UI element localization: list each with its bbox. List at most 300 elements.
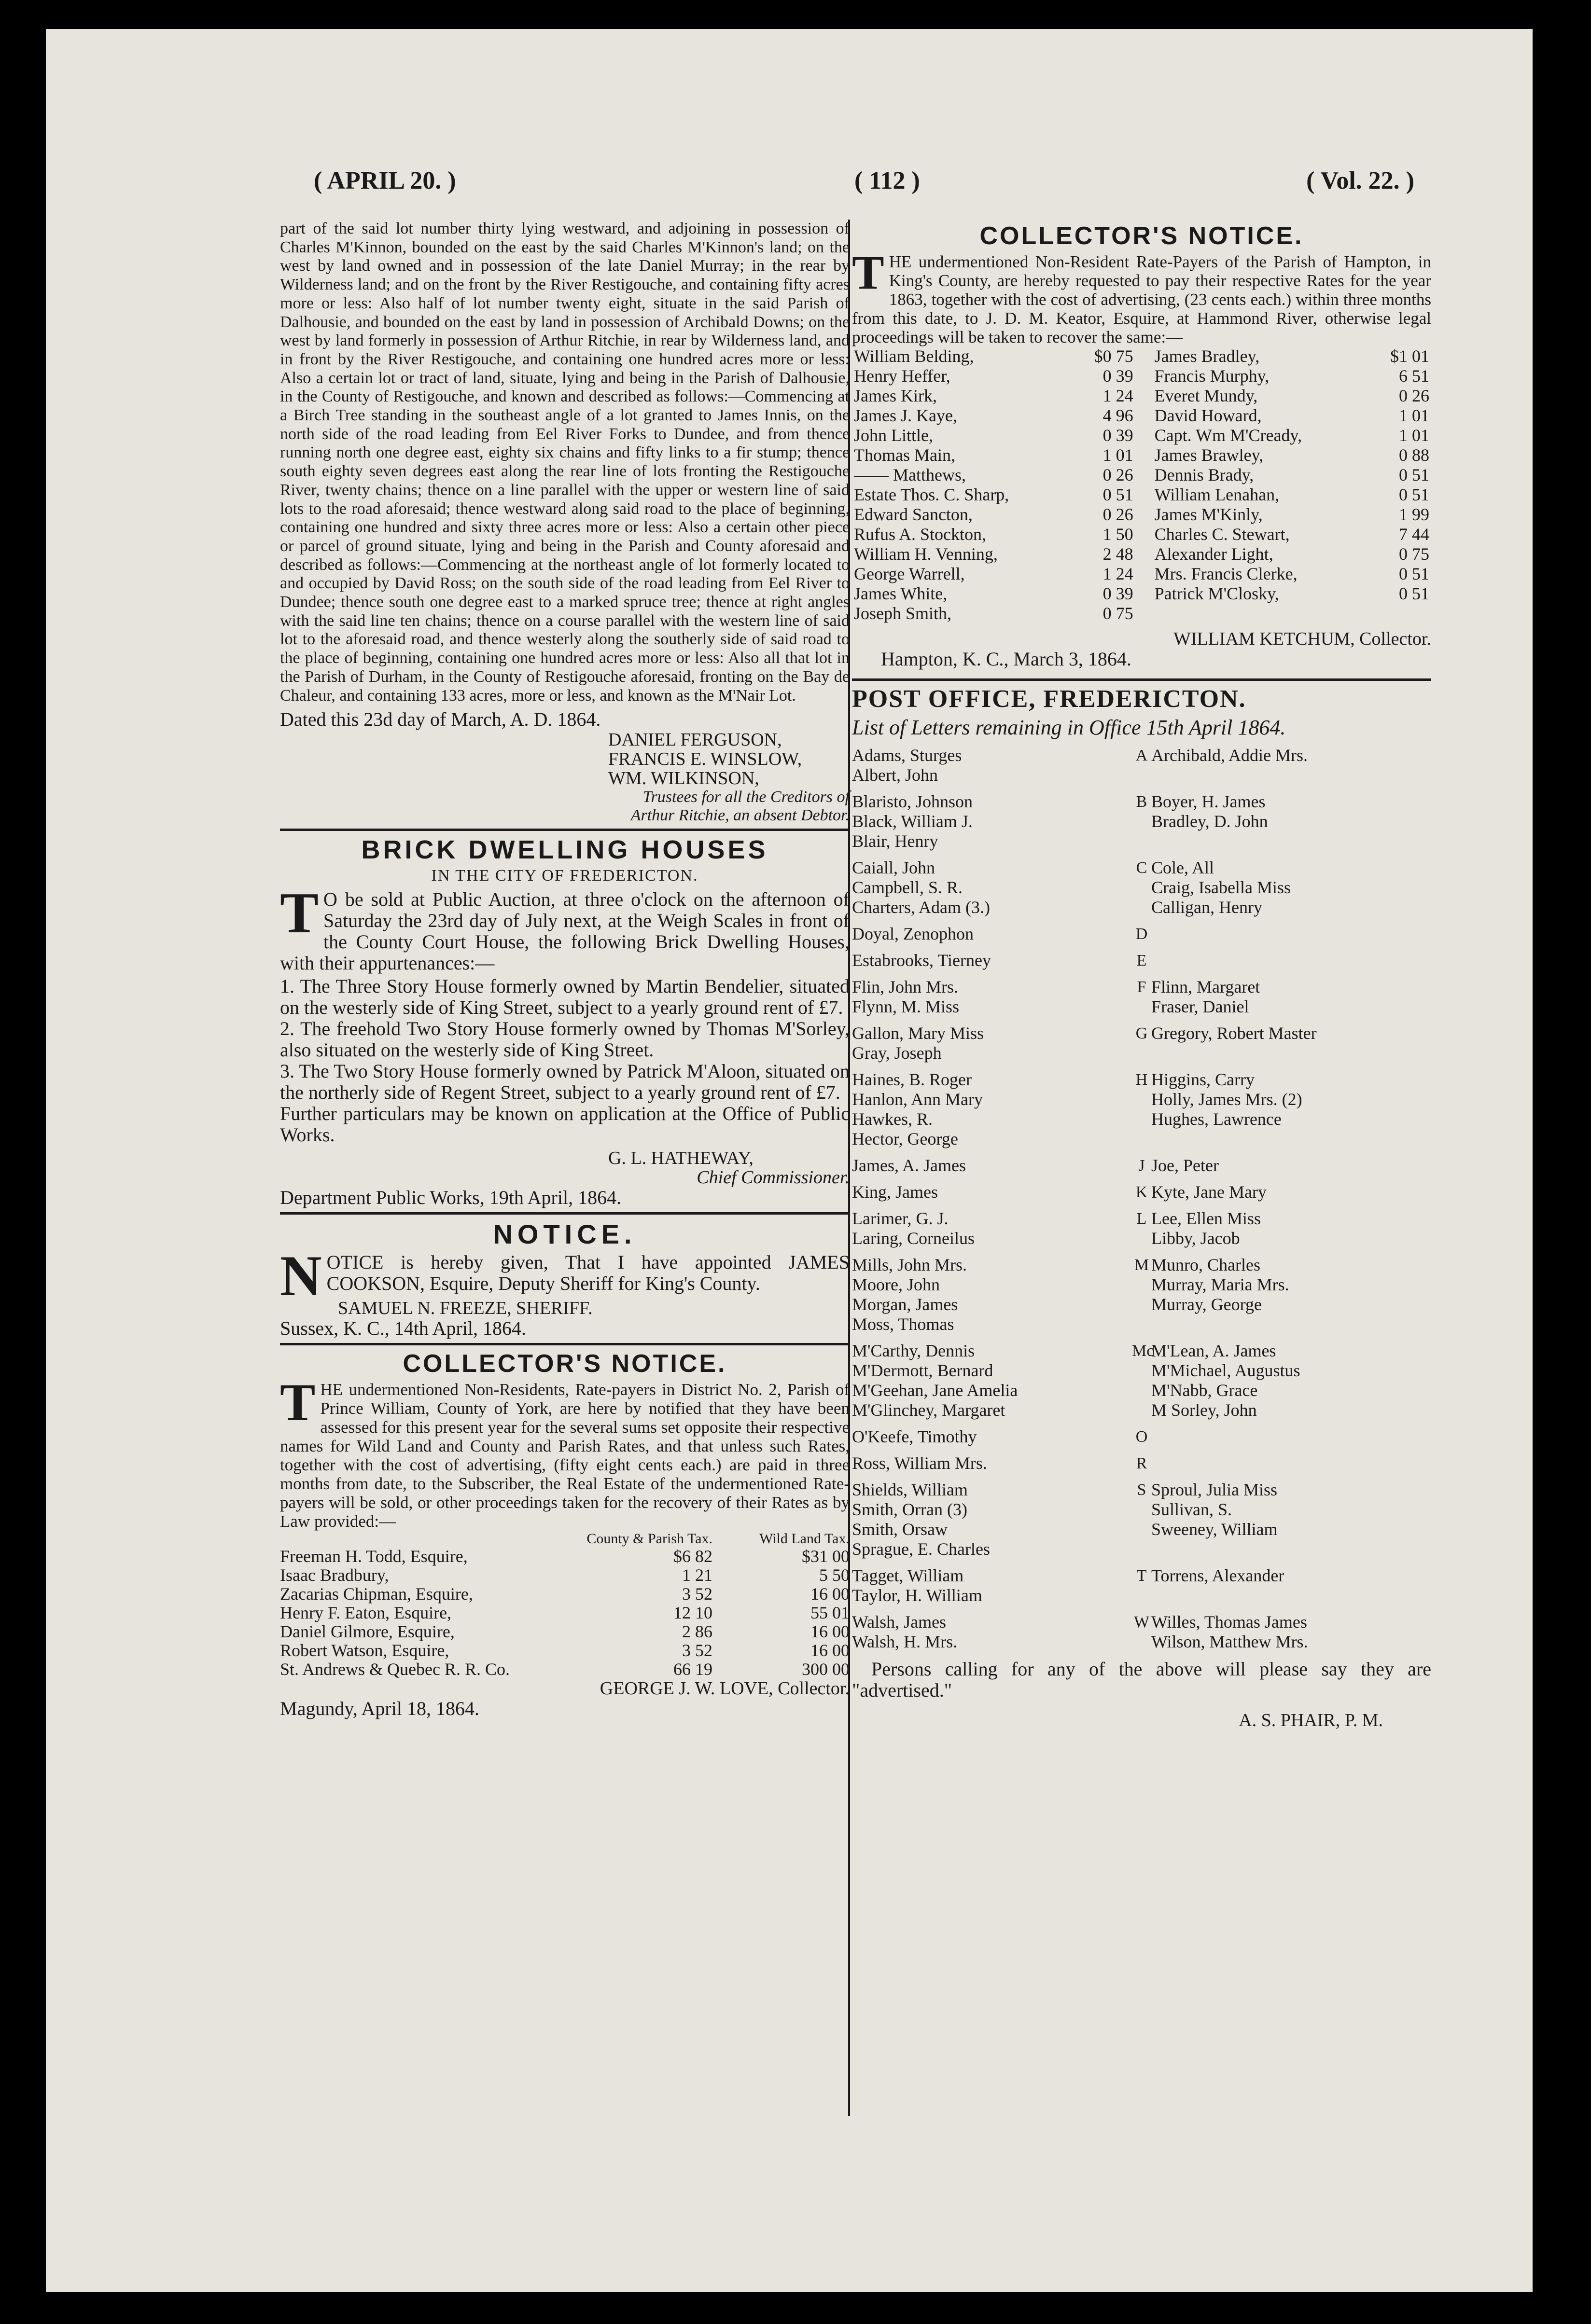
tax-table-row (280, 1641, 850, 1660)
rate-amount: 7 44 (1399, 525, 1429, 544)
rate-amount: 0 75 (1103, 604, 1133, 623)
letter-group (852, 792, 1431, 851)
drop-cap: T (280, 881, 319, 945)
brick-ad-item: 1. The Three Story House formerly owned by Martin Bendelier, situated on the westerly side of King Street, subject to a yearly ground rent of £7. (280, 975, 850, 1019)
post-office-footer: Persons calling for any of the above will please say they are "advertised." (852, 1658, 1431, 1701)
letter-recipient: Murray, Maria Mrs. (1151, 1275, 1289, 1294)
letter-recipient: Ross, William Mrs. (852, 1453, 987, 1473)
letter-recipient: Shields, William (852, 1480, 968, 1499)
tax-county: 66 19 (673, 1660, 713, 1679)
alphabet-letter: K (1135, 1183, 1148, 1201)
rate-amount: 0 51 (1399, 564, 1429, 583)
rates-table-row (852, 386, 1431, 406)
letter-recipient: Archibald, Addie Mrs. (1151, 746, 1308, 765)
letter-recipient: Adams, Sturges (852, 746, 962, 765)
letter-recipient: Libby, Jacob (1151, 1229, 1240, 1248)
rate-amount: 0 26 (1103, 465, 1133, 484)
rates-table-row (852, 604, 1431, 623)
letter-recipient: Blair, Henry (852, 831, 938, 851)
brick-ad-further: Further particulars may be known on application at the Office of Public Works. (280, 1103, 850, 1146)
tax-table-row (280, 1622, 850, 1641)
rate-name: George Warrell, (854, 564, 965, 583)
letter-recipient: O'Keefe, Timothy (852, 1427, 977, 1446)
tax-name: Freeman H. Todd, Esquire, (280, 1547, 468, 1566)
rate-name: David Howard, (1154, 406, 1262, 425)
rate-amount: 0 39 (1103, 366, 1133, 386)
collector-place: Magundy, April 18, 1864. (280, 1698, 479, 1720)
collector-signer: GEORGE J. W. LOVE, Collector. (600, 1678, 850, 1699)
letter-group-right (1151, 1453, 1422, 1473)
letter-group-right (1151, 1255, 1422, 1334)
letter-group-right (1151, 951, 1422, 970)
rate-name: Rufus A. Stockton, (854, 525, 987, 544)
post-office-signer: A. S. PHAIR, P. M. (1239, 1710, 1383, 1730)
post-office-list (852, 685, 1431, 1730)
rate-name: Joseph Smith, (854, 604, 952, 623)
letter-recipient: Campbell, S. R. (852, 878, 963, 897)
header-date: ( APRIL 20. ) (314, 167, 456, 194)
rate-name (1135, 604, 1359, 623)
trustee-signers (280, 730, 850, 788)
rates-table-row (852, 525, 1431, 544)
rate-name: William Belding, (854, 346, 974, 366)
letter-group-right (1151, 1427, 1422, 1447)
letter-recipient: Torrens, Alexander (1151, 1566, 1284, 1585)
letter-group-right (1151, 792, 1422, 851)
alphabet-letter: R (1136, 1454, 1147, 1472)
alphabet-letter: L (1136, 1210, 1147, 1228)
rate-amount: 0 51 (1399, 485, 1429, 504)
letter-group (852, 1182, 1431, 1202)
trustee-role-line: Arthur Ritchie, an absent Debtor. (630, 806, 850, 825)
letter-recipient: Walsh, H. Mrs. (852, 1632, 958, 1651)
letter-recipient: Willes, Thomas James (1151, 1612, 1307, 1632)
collector-place: Hampton, K. C., March 3, 1864. (881, 648, 1131, 670)
alphabet-letter: M (1134, 1256, 1149, 1274)
rates-table-row (852, 406, 1431, 426)
post-office-title: POST OFFICE, FREDERICTON. (852, 685, 1246, 713)
trustee-role (280, 788, 850, 825)
rate-amount: 0 51 (1399, 465, 1429, 484)
post-office-subtitle: List of Letters remaining in Office 15th April 1864. (852, 716, 1286, 739)
alphabet-letter: W (1133, 1613, 1150, 1631)
rate-name: Everet Mundy, (1154, 386, 1258, 405)
letter-group-left (852, 1453, 1132, 1473)
letter-group (852, 1480, 1431, 1559)
rate-name: James J. Kaye, (854, 406, 957, 425)
alphabet-letter: E (1136, 952, 1147, 969)
letter-recipient: Holly, James Mrs. (2) (1151, 1090, 1302, 1109)
letter-recipient: Bradley, D. John (1151, 812, 1268, 831)
letter-recipient: Hughes, Lawrence (1151, 1109, 1282, 1129)
letter-group-left (852, 746, 1132, 785)
rate-name: James White, (854, 584, 948, 603)
letter-recipient: M'Michael, Augustus (1151, 1361, 1300, 1380)
letter-recipient: Smith, Orran (3) (852, 1500, 967, 1519)
rate-name: James Brawley, (1154, 445, 1264, 465)
rate-amount: $1 01 (1390, 346, 1429, 366)
trustee-notice-body: part of the said lot number thirty lying westward, and adjoining in possession of Charles M'Kinnon, bounded on the east by the said Charles M'Kinnon's land; on the west by land owned and in possession of the late Daniel Murray; in the rear by Wilderness land; and on the front by the River Restigouche, and containing fifty acres more or less: Also half of lot number twenty eight, situate in the said Parish of Dalhousie, and bounded on the east by land in possession of Archibald Downs; on the west by land formerly in possession of Arthur Ritchie, in rear by Wilderness land, and in front by the River Restigouche, and containing one hundred acres more or less: Also a certain lot or tract of land, situate, lying and being in the Parish of Dalhousie, in the County of Restigouche, and known and described as follows:—Commencing at a Birch Tree standing in the southeast angle of a lot granted to James Innis, on the north side of the road leading from Eel River Forks to Dundee, and from thence running north one degree east, eighty six chains and fifty links to a fir stump; thence south eighty seven degrees east along the rear line of lots fronting the Restigouche River, twenty chains; thence on a line parallel with the upper or western line of said lots to the road aforesaid; thence westward along said road to the place of beginning, containing one hundred and sixty three acres more or less: Also a certain other piece or parcel of ground situate, lying and being in the Parish and County aforesaid and described as follows:—Commencing at the northeast angle of lot formerly located to and occupied by David Ross; on the south side of the road leading from Eel River to Dundee; thence south one degree east to a marked spruce tree; thence at right angles with the said line ten chains; thence on a course parallel with the western line of said lot to the aforesaid road, and thence westerly along the southerly side of said road to the place of beginning, containing one hundred acres more or less: Also all that lot in the Parish of Durham, in the County of Restigouche aforesaid, fronting on the Bay de Chaleur, and containing 133 acres, more or less, and known as the M'Nair Lot. (280, 220, 850, 705)
letter-recipient: M'Lean, A. James (1151, 1341, 1276, 1360)
tax-table-row (280, 1547, 850, 1566)
rate-name: Thomas Main, (854, 445, 955, 465)
letter-recipient: M'Carthy, Dennis (852, 1341, 975, 1360)
letter-group-left (852, 1341, 1132, 1420)
rate-amount: 0 39 (1103, 426, 1133, 445)
section-divider (280, 1212, 850, 1215)
letter-recipient: Taylor, H. William (852, 1586, 982, 1605)
collector-signer: WILLIAM KETCHUM, Collector. (1173, 629, 1431, 649)
rates-table-row (852, 366, 1431, 386)
letter-group-right (1151, 1156, 1422, 1176)
rates-table-row (852, 426, 1431, 445)
letter-recipient: Wilson, Matthew Mrs. (1151, 1632, 1308, 1651)
trustee-role-line: Trustees for all the Creditors of (642, 788, 850, 806)
letter-recipient: Blaristo, Johnson (852, 792, 973, 811)
letter-recipient: Gallon, Mary Miss (852, 1024, 984, 1043)
trustee-notice-dated: Dated this 23d day of March, A. D. 1864. (280, 708, 601, 731)
letter-group (852, 924, 1431, 944)
letter-group-left (852, 1209, 1132, 1248)
letter-group (852, 1453, 1431, 1473)
brick-ad-subtitle: IN THE CITY OF FREDERICTON. (431, 867, 698, 885)
tax-table-row (280, 1585, 850, 1604)
letter-group (852, 1341, 1431, 1420)
rate-amount: 0 51 (1399, 584, 1429, 603)
rates-table-row (852, 564, 1431, 584)
letter-recipient: Fraser, Daniel (1151, 997, 1249, 1016)
rate-name: William Lenahan, (1154, 485, 1280, 504)
tax-name: Daniel Gilmore, Esquire, (280, 1622, 455, 1642)
header-volume: ( Vol. 22. ) (1306, 167, 1414, 194)
brick-ad-title: BRICK DWELLING HOUSES (361, 835, 768, 865)
letter-recipient: M'Nabb, Grace (1151, 1381, 1258, 1400)
rate-name: Capt. Wm M'Cready, (1154, 426, 1302, 445)
letter-recipient: Flinn, Margaret (1151, 977, 1260, 996)
tax-table-row (280, 1604, 850, 1622)
letter-group-right (1151, 1566, 1422, 1605)
tax-table-row (280, 1660, 850, 1679)
col-county-header: County & Parish Tax. (586, 1531, 713, 1547)
tax-county: $6 82 (673, 1547, 713, 1566)
letter-group-left (852, 1612, 1132, 1652)
letter-group-left (852, 1255, 1132, 1334)
tax-county: 1 21 (682, 1565, 713, 1585)
collector-body-text: HE undermentioned Non-Resident Rate-Payers of the Parish of Hampton, in King's County, are hereby requested to pay their respective Rates for the year 1863, together with the cost of advertising, (23 cents each.) within three months from this date, to J. D. M. Keator, Esquire, at Hammond River, otherwise legal proceedings will be taken to recover the same:— (852, 252, 1431, 346)
collector-body (852, 246, 1431, 346)
letter-recipient: Boyer, H. James (1151, 792, 1266, 811)
letter-recipient: Moss, Thomas (852, 1314, 954, 1334)
rate-amount: 2 48 (1103, 544, 1133, 564)
letter-group (852, 1255, 1431, 1334)
letter-group-right (1151, 1480, 1422, 1559)
letter-group-left (852, 977, 1132, 1017)
rate-name: Henry Heffer, (854, 366, 950, 386)
letter-group-left (852, 858, 1132, 917)
rate-amount: 0 26 (1103, 505, 1133, 524)
letter-recipient: Murray, George (1151, 1295, 1262, 1314)
letter-group-left (852, 1070, 1132, 1149)
rate-amount: 1 99 (1399, 505, 1429, 524)
tax-name: St. Andrews & Quebec R. R. Co. (280, 1660, 510, 1679)
rate-name: Edward Sancton, (854, 505, 973, 524)
letter-recipient: M'Dermott, Bernard (852, 1361, 993, 1380)
tax-county: 12 10 (673, 1603, 713, 1623)
rate-name: Dennis Brady, (1154, 465, 1254, 484)
alphabet-letter: F (1137, 978, 1146, 996)
alphabet-letter: C (1136, 859, 1147, 877)
signer-name: WM. WILKINSON, (608, 768, 759, 789)
letters-list (852, 746, 1431, 1652)
letter-recipient: Flin, John Mrs. (852, 977, 959, 996)
letter-recipient: Estabrooks, Tierney (852, 951, 991, 970)
notice-title: NOTICE. (493, 1219, 637, 1250)
tax-name: Zacarias Chipman, Esquire, (280, 1584, 473, 1604)
tax-county: 2 86 (682, 1622, 713, 1642)
alphabet-letter: B (1136, 793, 1147, 811)
letter-recipient: Calligan, Henry (1151, 898, 1262, 917)
letter-group-left (852, 1427, 1132, 1447)
letter-recipient: M Sorley, John (1151, 1400, 1257, 1420)
notice-signer: SAMUEL N. FREEZE, SHERIFF. (338, 1298, 593, 1319)
letter-recipient: Joe, Peter (1151, 1156, 1219, 1175)
rates-table-row (852, 465, 1431, 485)
letter-recipient: Smith, Orsaw (852, 1520, 948, 1539)
letter-group-right (1151, 1070, 1422, 1149)
brick-dwelling-ad (280, 835, 850, 1208)
letter-group-left (852, 924, 1132, 944)
letter-group (852, 1024, 1431, 1063)
rates-table-row (852, 485, 1431, 505)
letter-recipient: Charters, Adam (3.) (852, 898, 990, 917)
letter-recipient: M'Geehan, Jane Amelia (852, 1381, 1018, 1400)
collector-notice-hampton (852, 221, 1431, 670)
notice-body-text: OTICE is hereby given, That I have appointed JAMES COOKSON, Esquire, Deputy Sheriff for King's County. (326, 1251, 850, 1295)
alphabet-letter: D (1135, 925, 1148, 943)
letter-group-right (1151, 746, 1422, 785)
tax-name: Robert Watson, Esquire, (280, 1641, 449, 1660)
rate-amount: 1 24 (1103, 564, 1133, 583)
letter-recipient: Sprague, E. Charles (852, 1539, 990, 1559)
rate-amount: 0 88 (1399, 445, 1429, 465)
tax-wild: 16 00 (810, 1622, 850, 1642)
tax-table-row (280, 1566, 850, 1585)
brick-ad-intro-text: O be sold at Public Auction, at three o'clock on the afternoon of Saturday the 23rd day of July next, at the Weigh Scales in front of the County Court House, the following Brick Dwelling Houses, with their appurtenances:— (280, 888, 850, 974)
drop-cap: T (280, 1373, 316, 1432)
letter-recipient: Morgan, James (852, 1295, 958, 1314)
signer-name: DANIEL FERGUSON, (608, 730, 782, 750)
rates-table-row (852, 505, 1431, 525)
letter-recipient: Hawkes, R. (852, 1109, 933, 1129)
letter-group-left (852, 1480, 1132, 1559)
rate-name: Mrs. Francis Clerke, (1154, 564, 1298, 583)
letter-recipient: Moore, John (852, 1275, 940, 1294)
rate-name: James Kirk, (854, 386, 937, 405)
letter-group-left (852, 792, 1132, 851)
letter-recipient: Kyte, Jane Mary (1151, 1182, 1267, 1202)
letter-recipient: M'Glinchey, Margaret (852, 1400, 1005, 1420)
letter-recipient: Flynn, M. Miss (852, 997, 960, 1016)
brick-ad-dept: Department Public Works, 19th April, 1864. (280, 1187, 622, 1209)
letter-recipient: Albert, John (852, 765, 938, 785)
rate-amount: 1 24 (1103, 386, 1133, 405)
letter-recipient: Larimer, G. J. (852, 1209, 949, 1228)
brick-ad-role: Chief Commissioner. (697, 1167, 850, 1188)
letter-recipient: Sweeney, William (1151, 1520, 1278, 1539)
letter-group-right (1151, 1024, 1422, 1063)
tax-table-header (280, 1531, 850, 1547)
letter-recipient: Haines, B. Roger (852, 1070, 972, 1089)
letter-group-left (852, 1156, 1132, 1176)
rate-amount: 0 26 (1399, 386, 1429, 405)
alphabet-letter: O (1135, 1428, 1148, 1446)
drop-cap: N (280, 1244, 322, 1308)
rate-name: Charles C. Stewart, (1154, 525, 1290, 544)
rate-name: Estate Thos. C. Sharp, (854, 485, 1009, 504)
collector-title: COLLECTOR'S NOTICE. (403, 1350, 727, 1378)
letter-group-left (852, 1182, 1132, 1202)
letter-group (852, 977, 1431, 1017)
brick-ad-intro (280, 881, 850, 974)
letter-recipient: Black, William J. (852, 812, 973, 831)
left-column (280, 220, 850, 1719)
letter-group-right (1151, 977, 1422, 1017)
tax-wild: 16 00 (810, 1584, 850, 1604)
tax-wild: 55 01 (810, 1603, 850, 1623)
letter-recipient: Tagget, William (852, 1566, 964, 1585)
tax-wild: $31 00 (802, 1547, 850, 1566)
tax-wild: 5 50 (819, 1565, 850, 1585)
letter-group-right (1151, 858, 1422, 917)
section-divider (280, 829, 850, 831)
rate-amount: 6 51 (1399, 366, 1429, 386)
tax-name: Isaac Bradbury, (280, 1565, 389, 1585)
tax-wild: 300 00 (802, 1660, 850, 1679)
letter-recipient: Laring, Corneilus (852, 1229, 975, 1248)
collector-title: COLLECTOR'S NOTICE. (979, 222, 1304, 250)
letter-group (852, 1612, 1431, 1652)
letter-group-right (1151, 1182, 1422, 1202)
letter-recipient: James, A. James (852, 1156, 966, 1175)
rate-name: John Little, (854, 426, 933, 445)
tax-wild: 16 00 (810, 1641, 850, 1660)
letter-group (852, 951, 1431, 970)
letter-group-left (852, 1024, 1132, 1063)
alphabet-letter: A (1135, 747, 1148, 764)
alphabet-letter: S (1137, 1481, 1146, 1499)
rates-table-row (852, 445, 1431, 465)
rate-amount (1359, 604, 1431, 623)
letter-recipient: Caiall, John (852, 858, 935, 877)
letter-recipient: Doyal, Zenophon (852, 924, 974, 943)
collector-notice-york (280, 1349, 850, 1719)
letter-group-left (852, 1566, 1132, 1605)
rates-table-row (852, 544, 1431, 564)
letter-group (852, 746, 1431, 785)
tax-county: 3 52 (682, 1584, 713, 1604)
rate-amount: 0 75 (1399, 544, 1429, 564)
rate-amount: 1 01 (1399, 406, 1429, 425)
notice-place: Sussex, K. C., 14th April, 1864. (280, 1317, 527, 1340)
letter-group-right (1151, 1341, 1422, 1420)
rate-amount: 1 50 (1103, 525, 1133, 544)
col-wild-header: Wild Land Tax. (759, 1531, 850, 1547)
letter-recipient: Sproul, Julia Miss (1151, 1480, 1278, 1499)
letter-group (852, 858, 1431, 917)
letter-group-right (1151, 1612, 1422, 1652)
letter-recipient: Higgins, Carry (1151, 1070, 1255, 1089)
letter-recipient: King, James (852, 1182, 938, 1202)
letter-recipient: Gregory, Robert Master (1151, 1024, 1317, 1043)
letter-recipient: Cole, All (1151, 858, 1214, 877)
alphabet-letter: J (1138, 1157, 1145, 1175)
section-divider (280, 1343, 850, 1345)
letter-group (852, 1156, 1431, 1176)
letter-recipient: Gray, Joseph (852, 1043, 942, 1063)
letter-group-left (852, 951, 1132, 970)
tax-table (280, 1531, 850, 1679)
letter-group-right (1151, 924, 1422, 944)
letter-recipient: Walsh, James (852, 1612, 947, 1632)
rate-name: —— Matthews, (854, 465, 966, 484)
header-page-number: ( 112 ) (854, 167, 920, 194)
rate-amount: 0 39 (1103, 584, 1133, 603)
notice-body (280, 1244, 850, 1308)
rate-name: Francis Murphy, (1154, 366, 1270, 386)
signer-name: FRANCIS E. WINSLOW, (608, 749, 802, 770)
brick-ad-item: 3. The Two Story House formerly owned by Patrick M'Aloon, situated on the northerly side of Regent Street, subject to a yearly ground rent of £7. (280, 1060, 850, 1104)
letter-recipient: Hector, George (852, 1129, 958, 1148)
rates-table-row (852, 346, 1431, 366)
alphabet-letter: G (1135, 1024, 1148, 1042)
letter-group (852, 1209, 1431, 1248)
sheriff-notice (280, 1218, 850, 1339)
letter-recipient: Mills, John Mrs. (852, 1255, 967, 1274)
rate-name: James M'Kinly, (1154, 505, 1263, 524)
letter-group (852, 1566, 1431, 1605)
rate-amount: $0 75 (1094, 346, 1133, 366)
letter-recipient: Munro, Charles (1151, 1255, 1260, 1274)
page-header (314, 166, 1414, 220)
alphabet-letter: Mc (1132, 1342, 1154, 1360)
letter-group (852, 1070, 1431, 1149)
tax-county: 3 52 (682, 1641, 713, 1660)
collector-body (280, 1373, 850, 1531)
alphabet-letter: T (1136, 1567, 1147, 1585)
rates-table (852, 346, 1431, 623)
rate-amount: 1 01 (1103, 445, 1133, 465)
letter-recipient: Lee, Ellen Miss (1151, 1209, 1261, 1228)
letter-group (852, 1427, 1431, 1447)
rate-amount: 4 96 (1103, 406, 1133, 425)
brick-ad-item: 2. The freehold Two Story House formerly owned by Thomas M'Sorley, also situated on the westerly side of King Street. (280, 1018, 850, 1061)
rate-amount: 1 01 (1399, 426, 1429, 445)
letter-recipient: Sullivan, S. (1151, 1500, 1232, 1519)
section-divider (852, 678, 1431, 681)
collector-body-text: HE undermentioned Non-Residents, Rate-payers in District No. 2, Parish of Prince William, County of York, are here by notified that they have been assessed for this present year for the several sums set opposite their respective names for Wild Land and County and Parish Rates, and that unless such Rates, together with the cost of advertising, (fifty eight cents each.) are paid in three months from date, to the Subscriber, the Real Estate of the undermentioned Rate-payers will be sold, or other proceedings taken for the recovery of their Rates as by Law provided:— (280, 1380, 850, 1531)
letter-group-right (1151, 1209, 1422, 1248)
letter-recipient: Hanlon, Ann Mary (852, 1090, 983, 1109)
right-column (852, 220, 1431, 1730)
rate-name: Alexander Light, (1154, 544, 1273, 564)
alphabet-letter: H (1135, 1071, 1148, 1089)
rate-amount: 0 51 (1103, 485, 1133, 504)
rate-name: James Bradley, (1154, 346, 1260, 366)
tax-name: Henry F. Eaton, Esquire, (280, 1603, 452, 1623)
rate-name: Patrick M'Closky, (1154, 584, 1279, 603)
letter-recipient: Craig, Isabella Miss (1151, 878, 1291, 897)
trustee-notice (280, 220, 850, 825)
